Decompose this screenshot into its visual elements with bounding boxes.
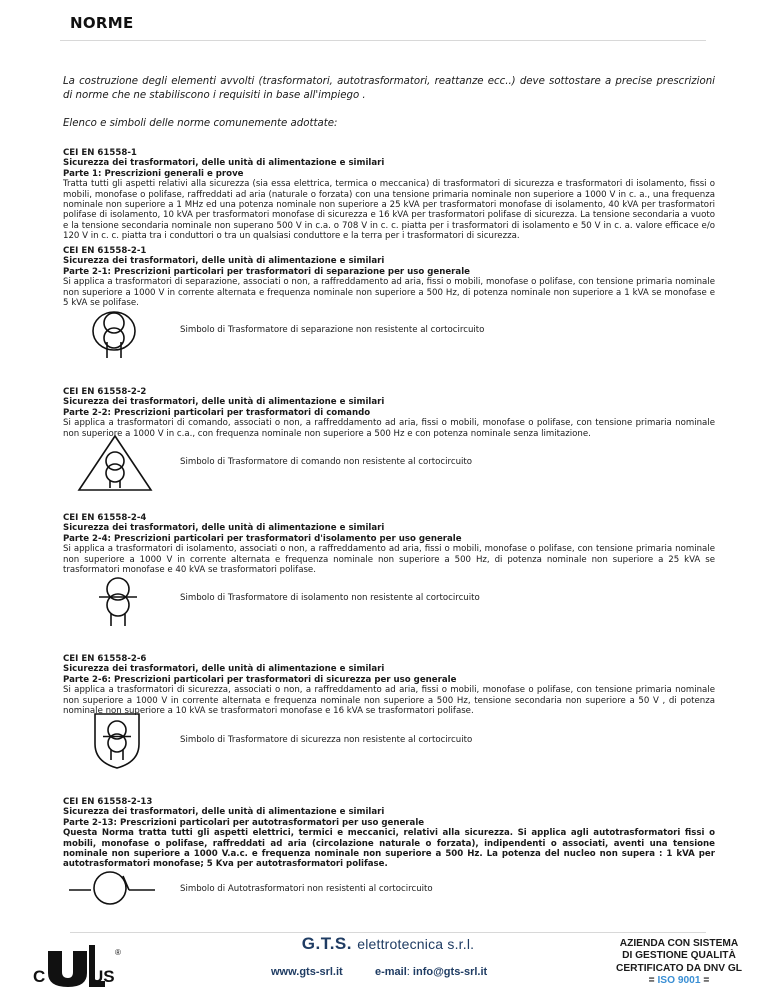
norm-title: Sicurezza dei trasformatori, delle unità di alimentazione e similari — [63, 256, 385, 267]
norm-section — [63, 654, 715, 716]
norm-part: Parte 1: Prescrizioni generali e prove — [63, 168, 244, 179]
cert-line: DI GESTIONE QUALITÀ — [622, 950, 736, 962]
norm-part: Parte 2-1: Prescrizioni particolari per trasformatori di separazione per uso generale — [63, 266, 470, 277]
control-transformer-symbol-icon — [75, 432, 155, 494]
company-name — [268, 934, 508, 954]
isolation-transformer-symbol-icon — [93, 572, 143, 628]
norm-body: Tratta tutti gli aspetti relativi alla sicurezza (sia essa elettrica, termica o meccanica) di trasformatori di sicurezza e trasformatori di isolamento, fissi o mobili, monofase o polifase, raffreddati ad aria (naturale o forzata) con una tensione primaria nominale non superiore a 1000 V in c. a., una frequenza nominale non superiore a 1 MHz ed una potenza nominale non superiore a 25 kVA per trasformatori monofase di isolamento, 40 kVA per trasformatori polifase di isolamento, 10 kVA per trasformatori monofase di sicurezza e 16 kVA per trasformatori polifase di sicurezza. La tensione secondaria a vuoto e la tensione secondaria nominale non superano 500 V in c.a. o 708 V in c. c. piatta per i trasformatori di isolamento e 50 V in c. a. valore efficace e/o 120 V in c. c. piatta tra i conduttori o tra un qualsiasi conduttore e la terra per i trasformatori di sicurezza. — [63, 179, 715, 242]
norm-section — [63, 148, 715, 242]
intro-paragraph: La costruzione degli elementi avvolti (trasformatori, autotrasformatori, reattanze ecc..) deve sottostare a precise prescrizioni di norme che ne stabiliscono i requisiti in base all'impiego . — [63, 76, 715, 101]
cert-iso-line — [594, 975, 764, 987]
email-label: e-mail — [375, 966, 407, 978]
email-link[interactable]: info@gts-srl.it — [412, 966, 488, 978]
norm-part: Parte 2-4: Prescrizioni particolari per trasformatori d'isolamento per uso generale — [63, 533, 462, 544]
ul-c-text: C — [33, 967, 46, 986]
symbol-caption: Simbolo di Trasformatore di comando non resistente al cortocircuito — [180, 457, 473, 467]
norm-code: CEI EN 61558-2-4 — [63, 513, 147, 523]
norm-part: Parte 2-6: Prescrizioni particolari per trasformatori di sicurezza per uso generale — [63, 674, 457, 685]
footer-divider — [70, 932, 706, 933]
ul-us-text: US — [91, 967, 115, 986]
email-separator: : — [406, 966, 410, 978]
norm-code: CEI EN 61558-1 — [63, 148, 137, 158]
ul-certification-logo — [33, 945, 125, 987]
norm-body: Questa Norma tratta tutti gli aspetti elettrici, termici e meccanici, relativi alla sicurezza. Si applica agli autotrasformatori fissi o mobili, monofase o polifase, raffreddati ad aria (circolazione naturale o forzata), indipendenti o associati, aventi una tensione nominale non superiore a 1000 V.a.c. e frequenza nominale non superiore a 500 Hz. La potenza del nucleo non supera : 1 kVA per autotrasformatori monofase; 5 Kva per autotrasformatori polifase. — [63, 828, 715, 870]
norm-title: Sicurezza dei trasformatori, delle unità di alimentazione e similari — [63, 158, 385, 169]
website-link[interactable]: www.gts-srl.it — [271, 966, 343, 978]
norm-body: Si applica a trasformatori di isolamento, associati o non, a raffreddamento ad aria, fissi o mobili, monofase o polifase, con tensione primaria nominale non superiore a 1000 V in corrente alternata e frequenza nominale non superiore a 500 Hz, di potenza nominale non superiore a 25 kVA se trasformatori monofase e 40 kVA se trasformatori polifase. — [63, 544, 715, 576]
norm-code: CEI EN 61558-2-2 — [63, 387, 147, 397]
symbol-row — [63, 572, 715, 642]
safety-transformer-symbol-icon — [89, 710, 145, 770]
norm-body: Si applica a trasformatori di sicurezza, associati o non, a raffreddamento ad aria, fissi o mobili, monofase o polifase, con tensione primaria nominale non superiore a 1000 V in corrente alternata e frequenza nominale non superiore a 500 Hz, tensione secondaria non superiore a 50 V , di potenza nominale non superiore a 10 kVA se trasformatori monofase e 16 kVA se trasformatori polifase. — [63, 685, 715, 717]
symbol-row — [63, 304, 715, 374]
norm-body: Si applica a trasformatori di comando, associati o non, a raffreddamento ad aria, fissi o mobili, monofase o polifase, con tensione primaria nominale non superiore a 1000 V in c.a., con frequenza nominale non superiore a 500 Hz e con potenza nominale senza limitazione. — [63, 418, 715, 439]
quality-certification — [594, 938, 764, 988]
email-contact — [375, 966, 487, 978]
cert-line: CERTIFICATO DA DNV GL — [615, 962, 743, 974]
norm-section — [63, 246, 715, 308]
norm-title: Sicurezza dei trasformatori, delle unità di alimentazione e similari — [63, 397, 385, 408]
norm-title: Sicurezza dei trasformatori, delle unità di alimentazione e similari — [63, 807, 385, 818]
norm-part: Parte 2-2: Prescrizioni particolari per trasformatori di comando — [63, 407, 371, 418]
autotransformer-symbol-icon — [63, 868, 163, 912]
norm-section — [63, 797, 715, 870]
norm-section — [63, 513, 715, 575]
norm-body: Si applica a trasformatori di separazione, associati o non, a raffreddamento ad aria, fissi o mobili, monofase o polifase, con tensione primaria nominale non superiore a 1000 V in corrente alternata e frequenza nominale non superiore a 500 Hz, di potenza nominale non superiore a 1 kVA se monofase e 5 kVA se polifase. — [63, 277, 715, 309]
list-heading: Elenco e simboli delle norme comunemente adottate: — [63, 118, 338, 129]
cert-suffix: = — [703, 975, 710, 987]
header-divider — [60, 40, 706, 41]
page-header — [0, 0, 768, 40]
symbol-caption: Simbolo di Trasformatore di separazione non resistente al cortocircuito — [180, 325, 485, 335]
symbol-caption: Simbolo di Autotrasformatori non resistenti al cortocircuito — [180, 884, 433, 894]
cert-prefix: = — [648, 975, 655, 987]
company-name-main: G.T.S. — [301, 934, 352, 953]
symbol-caption: Simbolo di Trasformatore di sicurezza non resistente al cortocircuito — [180, 735, 473, 745]
symbol-row — [63, 710, 715, 780]
symbol-row — [63, 432, 715, 502]
ul-shape-icon — [48, 951, 87, 987]
norm-code: CEI EN 61558-2-1 — [63, 246, 147, 256]
norm-title: Sicurezza dei trasformatori, delle unità di alimentazione e similari — [63, 664, 385, 675]
symbol-caption: Simbolo di Trasformatore di isolamento non resistente al cortocircuito — [180, 593, 480, 603]
registered-mark: ® — [115, 948, 121, 957]
norm-code: CEI EN 61558-2-13 — [63, 797, 153, 807]
symbol-row — [63, 868, 715, 938]
page-title: NORME — [70, 14, 134, 32]
norm-title: Sicurezza dei trasformatori, delle unità di alimentazione e similari — [63, 523, 385, 534]
company-name-rest: elettrotecnica s.r.l. — [357, 936, 475, 952]
cert-line: AZIENDA CON SISTEMA — [619, 938, 739, 949]
norm-code: CEI EN 61558-2-6 — [63, 654, 147, 664]
iso-badge: ISO 9001 — [657, 975, 701, 987]
separation-transformer-symbol-icon — [89, 306, 139, 366]
norm-part: Parte 2-13: Prescrizioni particolari per autotrasformatori per uso generale — [63, 817, 425, 828]
